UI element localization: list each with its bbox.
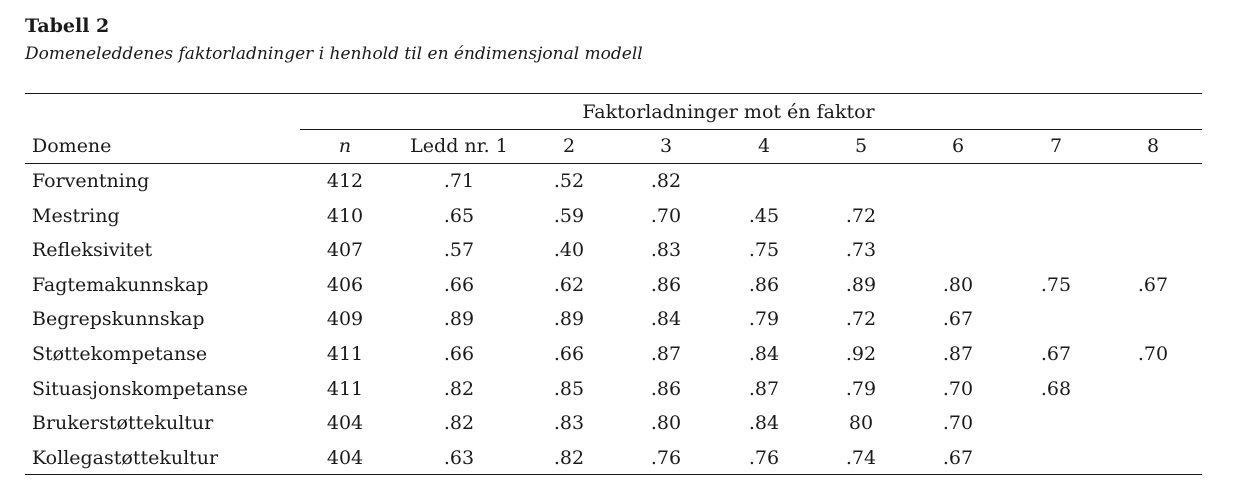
n-cell: 404 xyxy=(326,412,364,435)
loading-cell: .67 xyxy=(942,446,974,469)
loading-cell: .66 xyxy=(553,343,585,365)
loading-cell: .89 xyxy=(845,273,877,296)
table-label: Tabell 2 xyxy=(25,15,110,37)
loading-cell: .85 xyxy=(553,377,585,400)
domain-cell: Støttekompetanse xyxy=(32,343,208,365)
loading-cell: .79 xyxy=(748,308,780,331)
domain-cell: Mestring xyxy=(32,204,120,227)
loading-cell: .70 xyxy=(942,377,974,400)
header-item-3: 3 xyxy=(659,135,673,157)
loading-cell: .76 xyxy=(748,446,780,469)
loading-cell: .66 xyxy=(443,273,475,296)
header-item-2: 2 xyxy=(562,135,576,157)
loading-cell: .86 xyxy=(748,273,780,296)
loading-cell: .89 xyxy=(443,308,475,331)
n-cell: 412 xyxy=(326,170,364,192)
loading-cell: .40 xyxy=(553,239,585,262)
loading-cell: .67 xyxy=(1040,343,1072,365)
domain-cell: Forventning xyxy=(32,170,150,192)
loading-cell: .67 xyxy=(942,308,974,331)
loading-cell: .87 xyxy=(650,343,682,365)
loading-cell: .82 xyxy=(650,170,682,192)
loading-cell: .57 xyxy=(443,239,475,262)
n-cell: 411 xyxy=(326,377,364,400)
loading-cell: .86 xyxy=(650,273,682,296)
header-row xyxy=(0,130,1240,162)
loading-cell: .86 xyxy=(650,377,682,400)
n-cell: 407 xyxy=(326,239,364,262)
domain-cell: Situasjonskompetanse xyxy=(32,377,248,400)
table-row xyxy=(0,200,1240,232)
n-cell: 410 xyxy=(326,204,364,227)
loading-cell: .82 xyxy=(443,412,475,435)
loading-cell: .87 xyxy=(942,343,974,365)
loading-cell: .66 xyxy=(443,343,475,365)
loading-cell: .84 xyxy=(748,343,780,365)
loading-cell: .52 xyxy=(553,170,585,192)
table-row xyxy=(0,442,1240,474)
loading-cell: .62 xyxy=(553,273,585,296)
loading-cell: .80 xyxy=(942,273,974,296)
loading-cell: .65 xyxy=(443,204,475,227)
bottom-rule xyxy=(25,474,1202,475)
loading-cell: .68 xyxy=(1040,377,1072,400)
table-row xyxy=(0,165,1240,197)
loading-cell: .83 xyxy=(650,239,682,262)
header-item-8: 8 xyxy=(1146,135,1160,157)
loading-cell: .75 xyxy=(1040,273,1072,296)
loading-cell: .74 xyxy=(845,446,877,469)
loading-cell: .73 xyxy=(845,239,877,262)
header-n: n xyxy=(338,135,352,157)
domain-cell: Begrepskunnskap xyxy=(32,308,205,331)
loading-cell: .75 xyxy=(748,239,780,262)
loading-cell: .79 xyxy=(845,377,877,400)
table-row xyxy=(0,373,1240,405)
loading-cell: .45 xyxy=(748,204,780,227)
domain-cell: Refleksivitet xyxy=(32,239,153,262)
loading-cell: .82 xyxy=(553,446,585,469)
header-item-6: 6 xyxy=(951,135,965,157)
loading-cell: .87 xyxy=(748,377,780,400)
table-row xyxy=(0,234,1240,266)
n-cell: 406 xyxy=(326,273,364,296)
loading-cell: .70 xyxy=(1137,343,1169,365)
table-row xyxy=(0,269,1240,301)
loading-cell: .76 xyxy=(650,446,682,469)
table-row xyxy=(0,303,1240,335)
table-row xyxy=(0,407,1240,439)
spanner-heading: Faktorladninger mot én faktor xyxy=(582,101,875,123)
domain-cell: Brukerstøttekultur xyxy=(32,412,214,435)
top-rule xyxy=(25,93,1202,94)
header-item-1: Ledd nr. 1 xyxy=(410,135,508,157)
header-item-5: 5 xyxy=(854,135,868,157)
loading-cell: .83 xyxy=(553,412,585,435)
loading-cell: .59 xyxy=(553,204,585,227)
n-cell: 404 xyxy=(326,446,364,469)
loading-cell: .70 xyxy=(650,204,682,227)
loading-cell: .67 xyxy=(1137,273,1169,296)
n-cell: 411 xyxy=(326,343,364,365)
loading-cell: .63 xyxy=(443,446,475,469)
table-row xyxy=(0,338,1240,370)
loading-cell: .80 xyxy=(650,412,682,435)
loading-cell: .84 xyxy=(650,308,682,331)
n-cell: 409 xyxy=(326,308,364,331)
header-item-7: 7 xyxy=(1049,135,1063,157)
loading-cell: .70 xyxy=(942,412,974,435)
loading-cell: .72 xyxy=(845,308,877,331)
loading-cell: .89 xyxy=(553,308,585,331)
loading-cell: 80 xyxy=(848,412,874,435)
loading-cell: .92 xyxy=(845,343,877,365)
domain-cell: Kollegastøttekultur xyxy=(32,446,219,469)
loading-cell: .72 xyxy=(845,204,877,227)
header-item-4: 4 xyxy=(757,135,771,157)
header-rule xyxy=(25,163,1202,164)
domain-cell: Fagtemakunnskap xyxy=(32,273,209,296)
header-domain: Domene xyxy=(32,135,112,157)
loading-cell: .71 xyxy=(443,170,475,192)
loading-cell: .82 xyxy=(443,377,475,400)
loading-cell: .84 xyxy=(748,412,780,435)
table-caption: Domeneleddenes faktorladninger i henhold til en éndimensjonal modell xyxy=(25,44,643,64)
